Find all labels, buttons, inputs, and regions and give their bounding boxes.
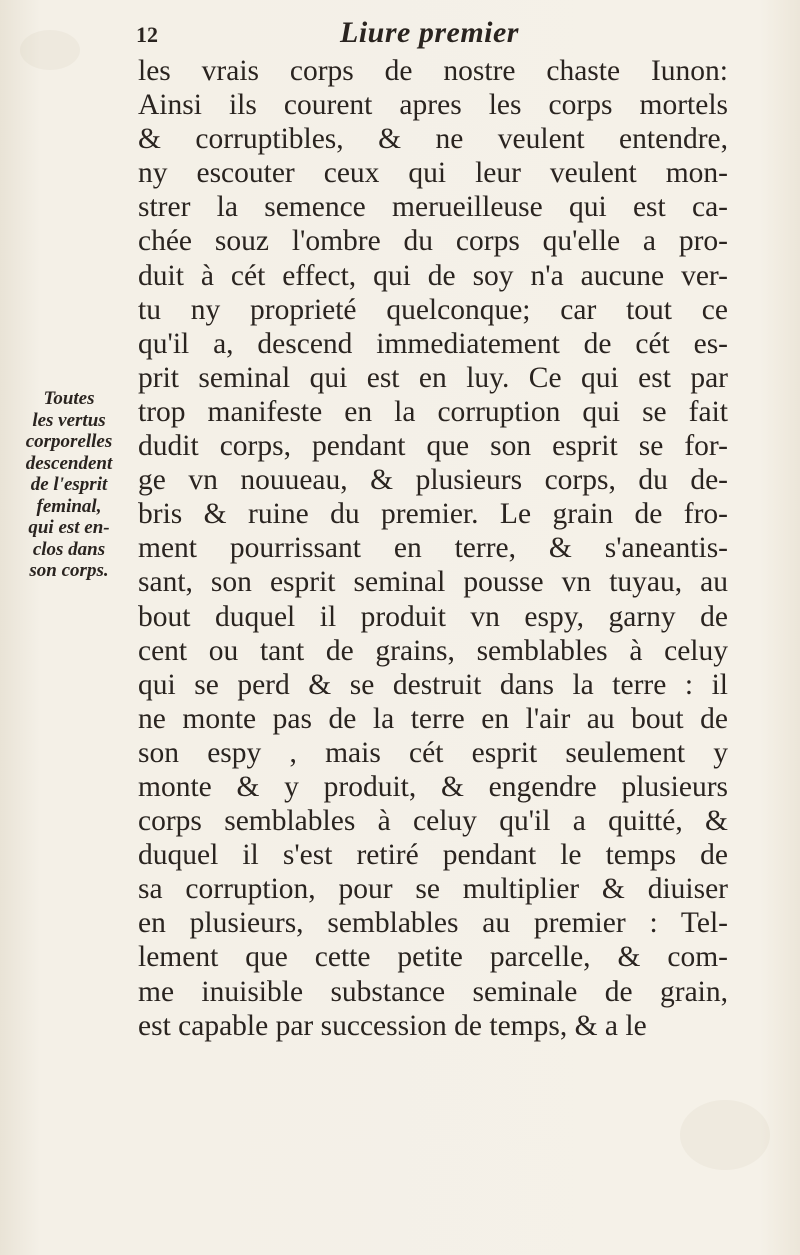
text-line: ment pourrissant en terre, & s'aneantis-	[138, 532, 728, 565]
text-line: sa corruption, pour se multiplier & diuiser	[138, 873, 728, 906]
text-line: tu ny proprieté quelconque; car tout ce	[138, 293, 728, 326]
paper-stain	[680, 1100, 770, 1170]
text-line: cent ou tant de grains, semblables à celuy	[138, 634, 728, 667]
marginal-note-line: qui est en-	[28, 517, 110, 538]
marginal-note-line: de l'esprit	[30, 474, 108, 495]
marginal-note-line: corporelles	[25, 431, 113, 452]
text-line: duit à cét effect, qui de soy n'a aucune ver-	[138, 259, 728, 292]
text-line: est capable par succession de temps, & a le	[138, 1009, 647, 1042]
marginal-note-line: clos dans	[32, 538, 106, 560]
text-line: bout duquel il produit vn espy, garny de	[138, 600, 728, 633]
text-line: prit seminal qui est en luy. Ce qui est par	[138, 361, 728, 394]
text-line: duquel il s'est retiré pendant le temps de	[138, 839, 728, 872]
text-line: ne monte pas de la terre en l'air au bout de	[138, 702, 728, 735]
text-line: qu'il a, descend immediatement de cét es-	[138, 327, 728, 360]
page-number: 12	[136, 22, 158, 47]
text-line: chée souz l'ombre du corps qu'elle a pro-	[138, 225, 728, 258]
text-line: lement que cette petite parcelle, & com-	[138, 941, 728, 974]
text-line: & corruptibles, & ne veulent entendre,	[138, 123, 728, 156]
text-line: ge vn nouueau, & plusieurs corps, du de-	[138, 464, 728, 497]
text-line: ny escouter ceux qui leur veulent mon-	[138, 157, 728, 190]
text-line: sant, son esprit seminal pousse vn tuyau, au	[138, 566, 728, 599]
text-line: strer la semence merueilleuse qui est ca-	[138, 191, 728, 224]
marginal-note-line: son corps.	[29, 560, 109, 581]
body-text	[138, 54, 728, 1043]
text-line: son espy , mais cét esprit seulement y	[138, 736, 728, 769]
marginal-note-line: feminal,	[36, 495, 102, 517]
text-line: me inuisible substance seminale de grain,	[138, 975, 728, 1008]
text-line: monte & y produit, & engendre plusieurs	[138, 770, 728, 803]
text-line: Ainsi ils courent apres les corps mortels	[138, 89, 728, 122]
text-line: les vrais corps de nostre chaste Iunon:	[138, 55, 728, 87]
marginal-note-line: descendent	[25, 452, 113, 474]
marginal-note-line: Toutes	[43, 388, 95, 409]
page-header	[136, 12, 556, 52]
running-title: Liure premier	[340, 16, 519, 49]
text-line: bris & ruine du premier. Le grain de fro-	[138, 498, 728, 531]
paper-stain	[20, 30, 80, 70]
text-line: corps semblables à celuy qu'il a quitté, &	[138, 805, 728, 838]
marginal-note-line: les vertus	[32, 409, 106, 431]
text-line: en plusieurs, semblables au premier : Tel-	[138, 907, 728, 940]
text-line: qui se perd & se destruit dans la terre : il	[138, 668, 728, 701]
text-line: trop manifeste en la corruption qui se fait	[138, 395, 728, 428]
text-line: dudit corps, pendant que son esprit se for-	[138, 430, 728, 463]
marginal-note	[4, 388, 134, 582]
